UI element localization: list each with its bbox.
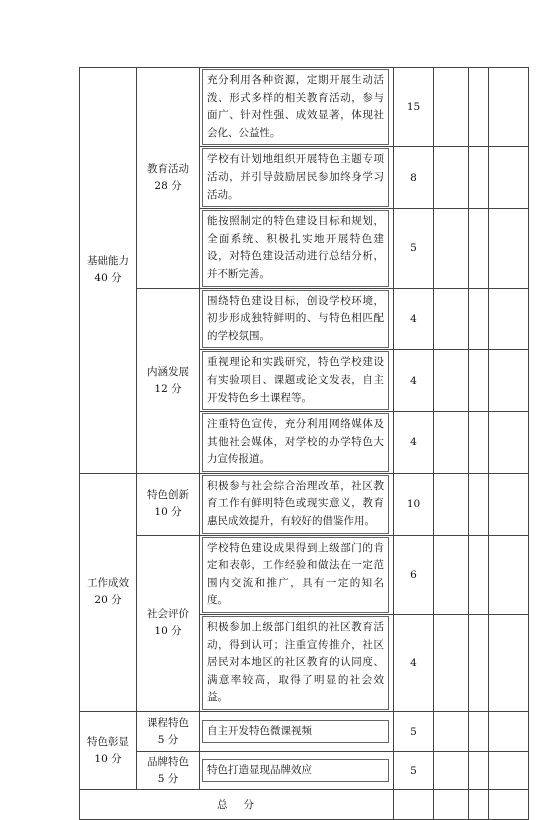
empty-cell (469, 147, 489, 209)
subcategory-cell (137, 288, 200, 473)
empty-cell (434, 209, 469, 288)
empty-cell (489, 790, 529, 820)
empty-cell (434, 752, 469, 790)
empty-cell (489, 752, 529, 790)
total-label-1: 总 (217, 799, 230, 811)
subcategory-points: 5 分 (157, 733, 179, 746)
criteria-cell (200, 473, 394, 535)
criteria-cell (200, 147, 394, 209)
empty-cell (489, 147, 529, 209)
empty-cell (434, 288, 469, 350)
table-row (80, 288, 529, 350)
empty-cell (434, 712, 469, 752)
table-row (80, 712, 529, 752)
subcategory-cell (137, 535, 200, 711)
criteria-text: 能按照制定的特色建设目标和规划，全面系统、积极扎实地开展特色建设，对特色建设活动进行总结分析，并不断完善。 (202, 210, 389, 286)
empty-cell (434, 790, 469, 820)
empty-cell (469, 350, 489, 412)
empty-cell (434, 535, 469, 614)
criteria-text: 围绕特色建设目标，创设学校环境，初步形成独特鲜明的、与特色相匹配的学校氛围。 (202, 290, 389, 349)
category-name: 工作成效 (87, 577, 129, 590)
empty-cell (434, 473, 469, 535)
score-cell: 8 (394, 147, 434, 209)
category-name: 基础能力 (87, 255, 129, 268)
empty-cell (489, 615, 529, 712)
subcategory-name: 内涵发展 (147, 365, 189, 378)
score-cell: 5 (394, 712, 434, 752)
table-row (80, 473, 529, 535)
criteria-text: 学校特色建设成果得到上级部门的肯定和表彰，工作经验和做法在一定范围内交流和推广，具有一定的知名度。 (202, 537, 389, 613)
empty-cell (469, 752, 489, 790)
score-cell: 4 (394, 288, 434, 350)
empty-cell (469, 288, 489, 350)
total-label-2: 分 (243, 799, 256, 811)
empty-cell (434, 350, 469, 412)
criteria-cell (200, 350, 394, 412)
empty-cell (469, 412, 489, 474)
category-cell (80, 712, 137, 790)
empty-cell (489, 288, 529, 350)
score-cell: 4 (394, 615, 434, 712)
total-score-cell (394, 790, 434, 820)
category-name: 特色彰显 (87, 735, 129, 748)
subcategory-cell (137, 68, 200, 289)
criteria-text: 学校有计划地组织开展特色主题专项活动，并引导鼓励居民参加终身学习活动。 (202, 148, 389, 207)
empty-cell (489, 209, 529, 288)
empty-cell (469, 535, 489, 614)
subcategory-points: 10 分 (154, 506, 182, 519)
criteria-text: 重视理论和实践研究，特色学校建设有实验项目、课题或论文发表，自主开发特色乡土课程等。 (202, 351, 389, 410)
subcategory-name: 教育活动 (147, 162, 189, 175)
table-row (80, 535, 529, 614)
category-points: 10 分 (94, 752, 122, 765)
score-cell: 6 (394, 535, 434, 614)
subcategory-cell (137, 473, 200, 535)
category-cell (80, 68, 137, 474)
empty-cell (469, 615, 489, 712)
criteria-text: 特色打造显现品牌效应 (202, 759, 389, 783)
subcategory-name: 特色创新 (147, 489, 189, 502)
empty-cell (489, 68, 529, 147)
empty-cell (469, 473, 489, 535)
criteria-cell (200, 288, 394, 350)
table-row (80, 68, 529, 147)
criteria-cell (200, 412, 394, 474)
category-points: 40 分 (94, 272, 122, 285)
score-cell: 5 (394, 209, 434, 288)
total-row (80, 790, 529, 820)
criteria-cell (200, 615, 394, 712)
subcategory-name: 品牌特色 (147, 755, 189, 768)
score-cell: 15 (394, 68, 434, 147)
empty-cell (489, 712, 529, 752)
empty-cell (469, 790, 489, 820)
criteria-text: 充分利用各种资源，定期开展生动活泼、形式多样的相关教育活动，参与面广、针对性强、成效显著，体现社会化、公益性。 (202, 69, 389, 145)
empty-cell (489, 412, 529, 474)
criteria-cell (200, 752, 394, 790)
total-label-cell (80, 790, 394, 820)
subcategory-points: 12 分 (154, 382, 182, 395)
subcategory-cell (137, 712, 200, 752)
criteria-text: 注重特色宣传，充分利用网络媒体及其他社会媒体，对学校的办学特色大力宣传报道。 (202, 413, 389, 472)
criteria-cell (200, 712, 394, 752)
table-row (80, 752, 529, 790)
subcategory-points: 5 分 (157, 772, 179, 785)
subcategory-points: 10 分 (154, 625, 182, 638)
score-cell: 4 (394, 350, 434, 412)
empty-cell (489, 535, 529, 614)
empty-cell (434, 412, 469, 474)
subcategory-cell (137, 752, 200, 790)
criteria-cell (200, 209, 394, 288)
score-cell: 10 (394, 473, 434, 535)
criteria-text: 自主开发特色微课视频 (202, 720, 389, 744)
empty-cell (469, 68, 489, 147)
empty-cell (434, 147, 469, 209)
score-cell: 4 (394, 412, 434, 474)
subcategory-name: 课程特色 (147, 716, 189, 729)
criteria-text: 积极参与社会综合治理改革，社区教育工作有鲜明特色或现实意义，教育惠民成效提升，有较好的借鉴作用。 (202, 475, 389, 534)
empty-cell (434, 615, 469, 712)
empty-cell (434, 68, 469, 147)
criteria-cell (200, 68, 394, 147)
empty-cell (489, 350, 529, 412)
category-points: 20 分 (94, 594, 122, 607)
criteria-cell (200, 535, 394, 614)
subcategory-name: 社会评价 (147, 608, 189, 621)
score-cell: 5 (394, 752, 434, 790)
scoring-table (79, 67, 529, 820)
category-cell (80, 473, 137, 711)
empty-cell (489, 473, 529, 535)
empty-cell (469, 712, 489, 752)
subcategory-points: 28 分 (154, 179, 182, 192)
criteria-text: 积极参加上级部门组织的社区教育活动，得到认可；注重宣传推介，社区居民对本地区的社区教育的认同度、满意率较高，取得了明显的社会效益。 (202, 616, 389, 710)
empty-cell (469, 209, 489, 288)
